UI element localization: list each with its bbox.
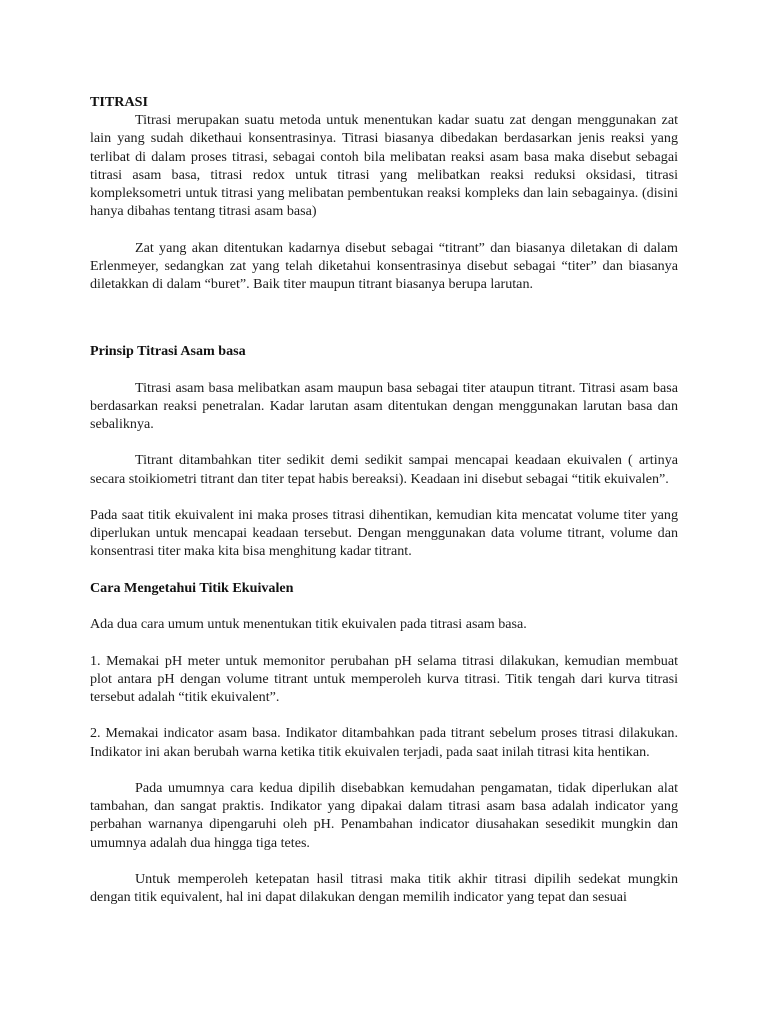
document-page	[90, 93, 678, 906]
heading-prinsip: Prinsip Titrasi Asam basa	[90, 343, 246, 360]
cara-paragraph-2: 1. Memakai pH meter untuk memonitor perubahan pH selama titrasi dilakukan, kemudian membuat plot antara pH dengan volume titrant untuk memperoleh kurva titrasi. Titik tengah dari kurva titrasi tersebut adalah “titik ekuivalent”.	[90, 652, 678, 705]
cara-paragraph-4: Pada umumnya cara kedua dipilih disebabkan kemudahan pengamatan, tidak diperlukan alat tambahan, dan sangat praktis. Indikator yang dipakai dalam titrasi asam basa adalah indicator yang perbahan warnanya dipengaruhi oleh pH. Penambahan indicator diusahakan sesedikit mungkin dan umumnya adalah dua hingga tiga tetes.	[90, 779, 678, 851]
cara-paragraph-1: Ada dua cara umum untuk menentukan titik ekuivalen pada titrasi asam basa.	[90, 616, 527, 633]
cara-paragraph-5: Untuk memperoleh ketepatan hasil titrasi maka titik akhir titrasi dipilih sedekat mungkin dengan titik equivalent, hal ini dapat dilakukan dengan memilih indicator yang tepat dan sesuai	[90, 870, 678, 906]
document-title: TITRASI	[90, 94, 148, 110]
prinsip-paragraph-2: Titrant ditambahkan titer sedikit demi sedikit sampai mencapai keadaan ekuivalen ( artinya secara stoikiometri titrant dan titer tepat habis bereaksi). Keadaan ini disebut sebagai “titik ekuivalen”.	[90, 452, 678, 487]
prinsip-paragraph-1: Titrasi asam basa melibatkan asam maupun basa sebagai titer ataupun titrant. Titrasi asam basa berdasarkan reaksi penetralan. Kadar larutan asam ditentukan dengan menggunakan larutan basa dan sebaliknya.	[90, 379, 678, 433]
prinsip-paragraph-3: Pada saat titik ekuivalent ini maka proses titrasi dihentikan, kemudian kita mencatat volume titer yang diperlukan untuk mencapai keadaan tersebut. Dengan menggunakan data volume titrant, volume dan konsentrasi titer maka kita bisa menghitung kadar titrant.	[90, 507, 678, 560]
intro-paragraph-2: Zat yang akan ditentukan kadarnya disebut sebagai “titrant” dan biasanya diletakan di dalam Erlenmeyer, sedangkan zat yang telah diketahui konsentrasinya disebut sebagai “titer” dan biasanya diletakkan di dalam “buret”. Baik titer maupun titrant biasanya berupa larutan.	[90, 239, 678, 293]
intro-paragraph-1: Titrasi merupakan suatu metoda untuk menentukan kadar suatu zat dengan menggunakan zat lain yang sudah dikethaui konsentrasinya. Titrasi biasanya dibedakan berdasarkan jenis reaksi yang terlibat di dalam proses titrasi, sebagai contoh bila melibatan reaksi asam basa maka disebut sebagai titrasi asam basa, titrasi redox untuk titrasi yang melibatkan reaksi reduksi oksidasi, titrasi kompleksometri untuk titrasi yang melibatan pembentukan reaksi kompleks dan lain sebagainya. (disini hanya dibahas tentang titrasi asam basa)	[90, 112, 678, 220]
cara-paragraph-3: 2. Memakai indicator asam basa. Indikator ditambahkan pada titrant sebelum proses titrasi dilakukan. Indikator ini akan berubah warna ketika titik ekuivalen terjadi, pada saat inilah titrasi kita hentikan.	[90, 725, 678, 760]
heading-cara: Cara Mengetahui Titik Ekuivalen	[90, 579, 294, 596]
